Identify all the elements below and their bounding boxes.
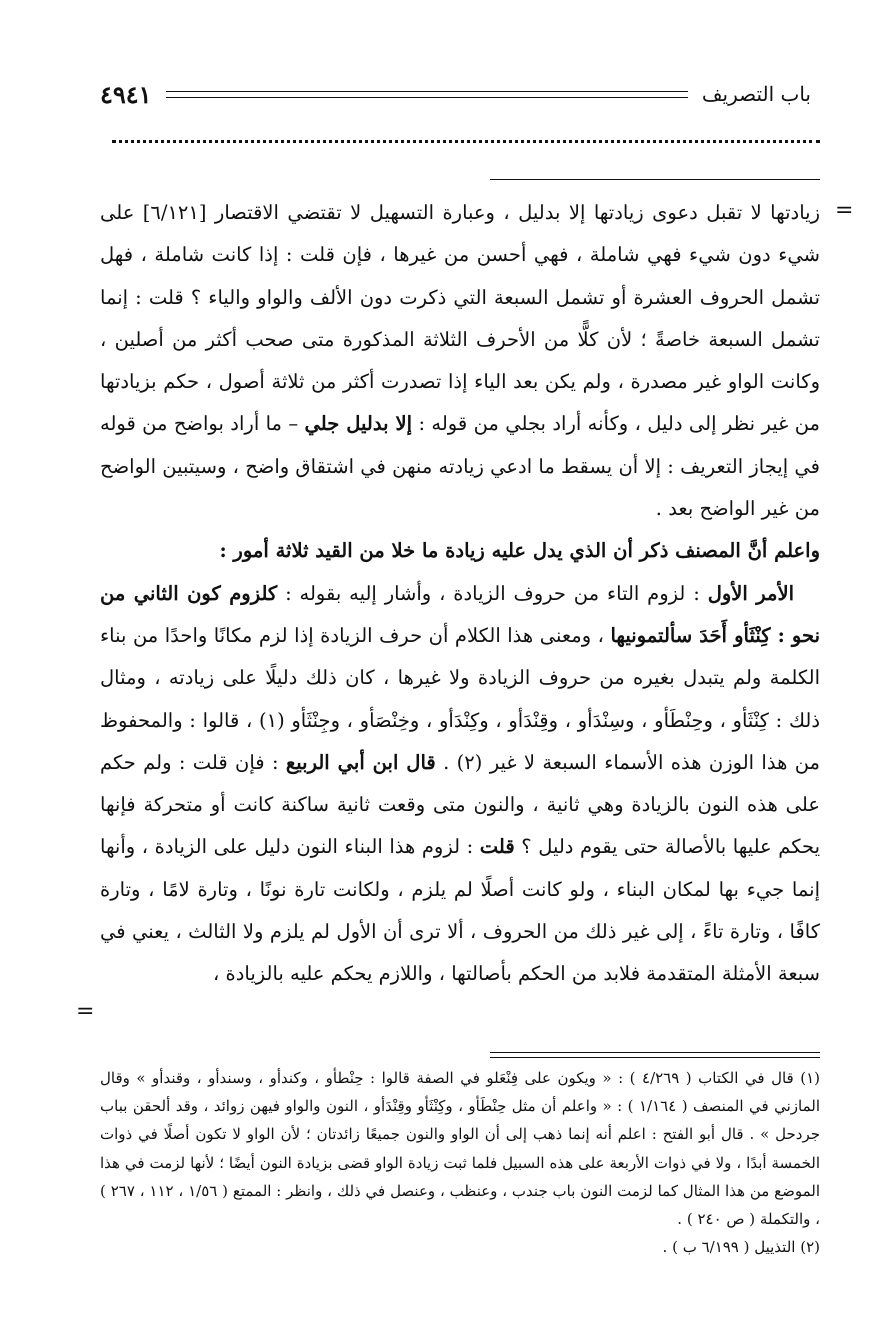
paragraph-1-end: – ما أراد بواضح من قوله في إيجاز التعريف : إلا أن يسقط ما ادعي زيادته منهن في اشتقاق واضح ، وسيتبين الواضح من غير الواضح بعد .	[100, 412, 820, 521]
paragraph-3-text-c: : فإن قلت : ولم حكم على هذه النون بالزيادة وهي ثانية ، والنون متى وقعت ثانية ساكنة كانت أو متحركة فإنها يحكم عليها بالأصالة حتى يقوم دليل ؟	[100, 750, 821, 859]
first-matter-heading: الأمر الأول	[707, 581, 795, 605]
footnote-2: (٢) التذييل ( ٦/١٩٩ ب ) .	[662, 1238, 820, 1257]
running-header	[100, 76, 811, 112]
continuation-mark-end: =	[76, 999, 95, 1024]
quoted-rule: كلزوم كون الثاني من نحو : كِنْثَأو أَحَدَ سألتمونيها	[100, 581, 821, 647]
qult-label: قلت	[479, 835, 515, 859]
continuation-mark-start: =	[835, 198, 854, 223]
paragraph-3	[100, 573, 820, 996]
page-number: ٤٩٤١	[100, 79, 152, 109]
paragraph-3-text-b: ، ومعنى هذا الكلام أن حرف الزيادة إذا لزم مكانًا واحدًا من بناء الكلمة ولم يتبدل بغيره من حروف الزيادة ولا غيرها ، كان ذلك دليلًا على زيادته ، ومثال ذلك : كِنْثَأو ، وحِنْطَأو ، وسِنْدَأو ، وقِنْدَأو ، وكِنْدَأو ، وخِنْصَأو ، وجِنْثَأو (١) ، قالوا : والمحفوظ من هذا الوزن هذه الأسماء السبعة لا غير (٢) .	[100, 623, 821, 774]
main-text	[100, 192, 820, 996]
chapter-title: باب التصريف	[701, 82, 811, 106]
paragraph-2-bold: واعلم أنَّ المصنف ذكر أن الذي يدل عليه زيادة ما خلا من القيد ثلاثة أمور :	[219, 539, 820, 563]
dotted-separator	[112, 132, 820, 143]
paragraph-1	[100, 192, 820, 530]
footnote-1: (١) قال في الكتاب ( ٤/٢٦٩ ) : « ويكون على فِنْعَلو في الصفة قالوا : حِنْطأو ، وكندأو ، وسندأو ، وقندأو » وقال المازني في المنصف ( ١/١٦٤ ) : « واعلم أن مثل حِنْطَأو ، وكِنْثَأو وقِنْدَأو ، النون والواو فيهن زوائد ، وقد ألحقن بباب جردحل » . قال أبو الفتح : اعلم أنه إنما ذهب إلى أن الواو والنون جميعًا زائدتان ؛ لأن الواو لا تكون أصلًا في ذوات الخمسة أبدًا ، ولا في ذوات الأربعة على هذه السبيل فلما ثبت زيادة الواو قضى بزيادة النون أيضًا ؛ لأنها لزمت في هذا الموضع من هذا المثال كما لزمت النون باب جندب ، وعنظب ، وعنصل في ذلك ، وانظر : الممتع ( ١/٥٦ ، ١١٢ ، ٢٦٧ ) ، والتكملة ( ص ٢٤٠ ) .	[100, 1069, 820, 1229]
paragraph-3-text-a: : لزوم التاء من حروف الزيادة ، وأشار إليه بقوله :	[285, 581, 700, 605]
paragraph-3-text-d: : لزوم هذا البناء النون دليل على الزيادة ، وأنها إنما جيء بها لمكان البناء ، ولو كانت أصلًا لم يلزم ، ولكانت تارة نونًا ، وتارة لامًا ، وتارة كافًا ، وتارة تاءً ، إلى غير ذلك من الحروف ، ألا ترى أن الأول لم يلزم ولا الثالث ، يعني في سبعة الأمثلة المتقدمة فلابد من الحكم بأصالتها ، واللازم يحكم عليه بالزيادة ،	[100, 835, 820, 986]
footnote-rule	[490, 1052, 820, 1058]
paragraph-1-bold: إلا بدليل جلي	[304, 412, 413, 436]
footnotes	[100, 1064, 820, 1261]
paragraph-2	[100, 530, 820, 572]
paragraph-1-text: زيادتها لا تقبل دعوى زيادتها إلا بدليل ، وعبارة التسهيل لا تقتضي الاقتصار [٦/١٢١] على شيء دون شيء فهي شاملة ، فهي أحسن من غيرها ، فإن قلت : إذا كانت شاملة ، فهل تشمل الحروف العشرة أو تشمل السبعة التي ذكرت دون الألف والواو والياء ؟ قلت : إنما تشمل السبعة خاصةً ؛ لأن كلًّا من الأحرف الثلاثة المذكورة متى صحب أكثر من أصلين ، وكانت الواو غير مصدرة ، ولم يكن بعد الياء إذا تصدرت أكثر من ثلاثة أصول ، حكم بزيادتها من غير نظر إلى دليل ، وكأنه أراد بجلي من قوله :	[100, 201, 820, 436]
top-rule	[490, 179, 820, 180]
header-double-rule	[166, 91, 688, 98]
ibn-abi-rabi-label: قال ابن أبي الربيع	[285, 750, 436, 774]
